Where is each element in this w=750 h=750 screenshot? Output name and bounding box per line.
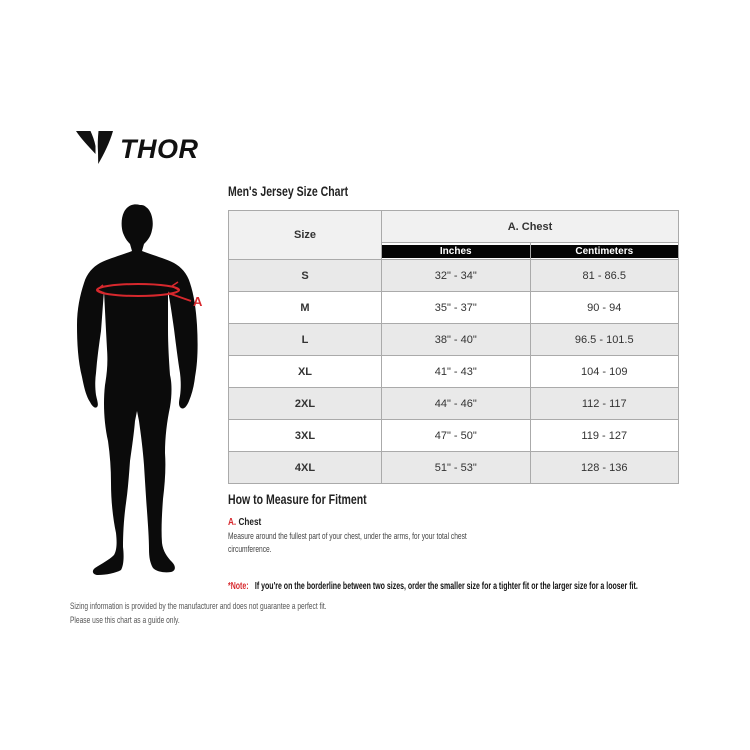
centimeters-subheader-cell — [530, 243, 679, 260]
thor-horns-icon — [76, 131, 113, 164]
inches-subheader-cell — [382, 243, 531, 260]
size-cell: M — [229, 292, 382, 324]
cm-cell: 90 - 94 — [530, 292, 679, 324]
cm-cell: 81 - 86.5 — [530, 260, 679, 292]
table-row — [229, 420, 679, 452]
cm-cell: 119 - 127 — [530, 420, 679, 452]
size-cell: 2XL — [229, 388, 382, 420]
size-cell: XL — [229, 356, 382, 388]
size-cell: S — [229, 260, 382, 292]
disclaimer-line1: Sizing information is provided by the manufacturer and does not guarantee a perfect fit. — [70, 601, 327, 612]
measure-heading-text: How to Measure for Fitment — [228, 492, 367, 507]
measure-letter: A. — [228, 516, 237, 528]
fit-note — [228, 581, 750, 592]
inches-cell: 47" - 50" — [382, 420, 531, 452]
chest-column-header: A. Chest — [382, 211, 679, 243]
inches-cell: 38" - 40" — [382, 324, 531, 356]
table-row — [229, 356, 679, 388]
chest-marker-label: A — [193, 294, 203, 309]
measure-description: Measure around the fullest part of your chest, under the arms, for your total chest circumference. — [228, 531, 467, 555]
inches-cell: 44" - 46" — [382, 388, 531, 420]
size-cell: 4XL — [229, 452, 382, 484]
size-cell: L — [229, 324, 382, 356]
inches-subheader: Inches — [382, 245, 530, 258]
table-row — [229, 388, 679, 420]
thor-logo-graphic — [76, 130, 201, 166]
centimeters-subheader: Centimeters — [531, 245, 679, 258]
disclaimer — [70, 600, 437, 628]
cm-cell: 128 - 136 — [530, 452, 679, 484]
table-row — [229, 452, 679, 484]
inches-cell: 32" - 34" — [382, 260, 531, 292]
male-silhouette-figure — [64, 203, 209, 578]
table-row — [229, 324, 679, 356]
cm-cell: 112 - 117 — [530, 388, 679, 420]
table-row — [229, 292, 679, 324]
inches-cell: 41" - 43" — [382, 356, 531, 388]
note-label: *Note: — [228, 581, 249, 592]
inches-cell: 35" - 37" — [382, 292, 531, 324]
disclaimer-line2: Please use this chart as a guide only. — [70, 615, 180, 626]
size-cell: 3XL — [229, 420, 382, 452]
measure-name: Chest — [238, 516, 262, 528]
size-chart-table — [228, 210, 679, 484]
brand-name-text: THOR — [120, 134, 199, 164]
chest-measure-label — [228, 516, 271, 528]
measure-heading — [228, 492, 406, 507]
page-title — [228, 184, 382, 199]
table-row — [229, 260, 679, 292]
cm-cell: 104 - 109 — [530, 356, 679, 388]
cm-cell: 96.5 - 101.5 — [530, 324, 679, 356]
table-header-row — [229, 211, 679, 243]
page-title-text: Men's Jersey Size Chart — [228, 184, 349, 199]
brand-logo — [76, 130, 201, 171]
size-column-header: Size — [229, 211, 382, 260]
note-text: If you're on the borderline between two sizes, order the smaller size for a tighter fit or the larger size for a looser fit. — [254, 581, 638, 592]
body-silhouette — [77, 204, 198, 575]
inches-cell: 51" - 53" — [382, 452, 531, 484]
